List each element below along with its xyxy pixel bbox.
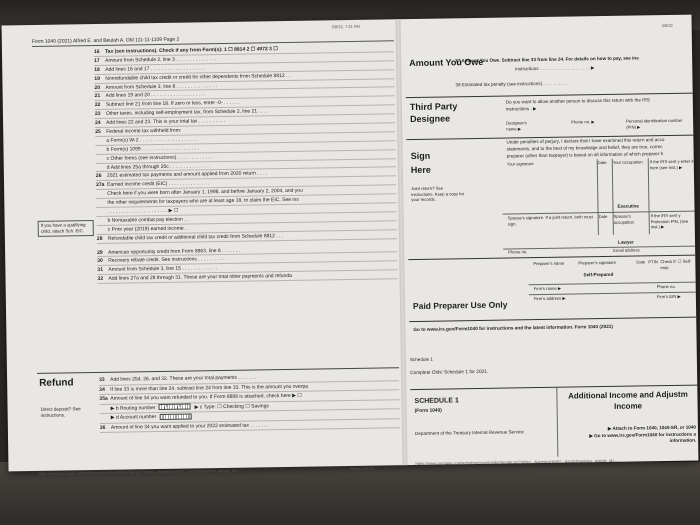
- line-number: 31: [97, 267, 104, 274]
- line-text: ▶ d Account number: [110, 414, 157, 421]
- print-timestamp: 3/8/22, 7:31 PM: [331, 23, 360, 30]
- line-number: 18: [94, 66, 100, 73]
- firm-address-label: Firm's address ▶: [533, 295, 566, 302]
- line-37: 37 Amount You Owe. Subtract line 33 from line 24. For details on how to pay, see ins: [455, 55, 639, 64]
- self-employed-check: Check if: ☐ Self-emp: [660, 258, 692, 270]
- schedule-heading: Schedule 1: [409, 356, 433, 363]
- tax-lines: [94, 43, 398, 284]
- line-text: Add lines 25d, 26, and 32. These are your total payments . . . . . . .: [110, 374, 257, 383]
- your-signature-label: Your signature: [506, 161, 534, 167]
- schedule-1-name: SCHEDULE 1: [414, 397, 459, 406]
- line-37-instructions: instructions . . . . . . . . . . . . . . . . . . . . ▶: [515, 65, 595, 72]
- amount-you-owe-label: Amount You Owe: [409, 56, 484, 69]
- spouse-occupation-value: Lawyer: [617, 239, 634, 245]
- designee-pin-label: Personal identification number (PIN) ▶: [626, 117, 683, 130]
- line-number: 20: [94, 84, 101, 91]
- line-number: 33: [99, 376, 105, 383]
- direct-deposit-note: Direct deposit? See instructions.: [40, 406, 81, 419]
- line-text: b Nontaxable combat pay election . .: [107, 216, 189, 224]
- line-number: 35a: [99, 395, 108, 402]
- line-38: 38 Estimated tax penalty (see instructions) . . . . . . . . . .: [455, 80, 568, 88]
- schedule-attach-instructions: [561, 425, 696, 447]
- schedule-1-form: (Form 1040): [414, 408, 442, 415]
- line-number: 34: [99, 386, 105, 393]
- email-label: Email address: [613, 247, 640, 253]
- footer-url-right: https://www.cengage.com/activityservice/render/render.jsp?slide=...&agencontent=...&activityservice_activity_id=...: [415, 457, 618, 466]
- firm-ein-label: Firm's EIN ▶: [656, 293, 681, 300]
- print-timestamp-right: 3/8/22: [661, 22, 673, 29]
- sign-here-label: Sign Here: [410, 150, 431, 176]
- line-number: 17: [94, 57, 100, 64]
- perjury-statement-1: Under penalties of perjury, I declare that I have examined this return and acco: [506, 137, 665, 145]
- refund-section-label: Refund: [39, 377, 74, 389]
- line-text: Amount from Schedule 3, line 15 . . . . . . . . . . . . .: [108, 265, 218, 274]
- perjury-statement-3: preparer (other than taxpayer) is based on all information of which preparer h: [506, 151, 664, 159]
- spouse-date-label: Date: [598, 213, 608, 220]
- paid-preparer-label: Paid Preparer Use Only: [412, 299, 508, 312]
- spouse-signature-label: Spouse's signature. If a joint return, both must sign.: [507, 214, 593, 227]
- line-text: Earned income credit (EIC) . . . . . . . . . . . . . . .: [107, 180, 210, 189]
- line-text: Tax (see instructions). Check if any from Form(s): 1 ☐ 8814 2 ☐ 4972 3 ☐: [104, 46, 278, 55]
- line-text: ▶ b Routing number: [110, 404, 156, 412]
- line-number: 29: [97, 249, 103, 256]
- phone-label: Phone no.: [508, 249, 528, 255]
- line-text: 2021 estimated tax payments and amount applied from 2020 return . . . .: [106, 170, 268, 180]
- number-entry-boxes[interactable]: [158, 404, 190, 411]
- line-number: 24: [95, 120, 101, 127]
- line-number: 19: [94, 75, 100, 82]
- line-number: 36: [99, 424, 106, 431]
- line-text: d Add lines 25a through 25c . . . . . . . . . . . . . . .: [106, 162, 211, 171]
- line-number: 23: [94, 111, 101, 118]
- irs-instructions-link[interactable]: Go to www.irs.gov/Form1040 for instructions and the latest information. Form 1040 (2021): [413, 323, 613, 333]
- your-occupation-label: Your occupation: [612, 159, 643, 165]
- irs-pin-label: If the IRS sent y enter it here (see inst.) ▶: [649, 158, 694, 170]
- line-text: Amount of line 34 you want applied to your 2022 estimated tax . . . . . . .: [110, 421, 269, 431]
- firm-name-label: Firm's name ▶: [533, 285, 562, 292]
- line-text: Amount of line 34 you want refunded to you. If Form 8888 is attached, check here ▶ ☐: [110, 392, 302, 402]
- ptin-label: PTIN: [648, 259, 658, 265]
- line-text: Subtract line 21 from line 18. If zero or less, enter -0- . . . . . .: [105, 100, 240, 109]
- spouse-occupation-label: Spouse's occupation: [613, 213, 635, 225]
- line-text: Check here if you were born after January 1, 1998, and before January 2, 2004, and you: [107, 187, 303, 198]
- form-header: Form 1040 (2021) Alfred E. and Beulah A. Old 111-11-1109 Page 2: [32, 33, 394, 47]
- third-party-designee-label: Third Party Designee: [409, 101, 458, 125]
- line-number: 21: [94, 93, 101, 100]
- treasury-department: Department of the Treasury Internal Revenue Service: [414, 429, 524, 437]
- line-number: 27a: [96, 182, 105, 189]
- schedule-1-heading: Additional Income and Adjustm Income: [568, 389, 688, 411]
- line-number: 22: [94, 102, 101, 109]
- line-text: Amount from Schedule 3, line 8 . . . . . . . . . . . . . . .: [105, 82, 217, 91]
- perjury-statement-2: statements, and to the best of my knowledge and belief, they are true, correc: [506, 144, 663, 152]
- phone-no-label: Phone no.: [656, 283, 676, 290]
- line-text: c Other forms (see instructions) . . . . . . . . . . . . .: [106, 153, 213, 162]
- date-label: Date: [597, 159, 607, 166]
- line-text: Amount from Schedule 2, line 3 . . . . . . . . . . . . . . .: [105, 55, 217, 64]
- refund-lines: [99, 371, 400, 433]
- spouse-pin-label: If the IRS sent y Protection PIN, (see inst.) ▶: [650, 212, 689, 230]
- form-1040-signature-page: [405, 27, 699, 466]
- line-text: If line 33 is more than line 24, subtract line 24 from line 33. This is the amount you overpa: [110, 383, 309, 393]
- goto-note[interactable]: ▶ Go to www.irs.gov/Form1040 for instructions a: [589, 431, 697, 438]
- designee-phone-label: Phone no. ▶: [571, 119, 595, 125]
- schedule-instruction: Complete Olds' Schedule 1 for 2021.: [410, 369, 489, 377]
- line-text: . . . . . . . . . . . . . . . . . . . . . . ▶ ☐: [107, 207, 179, 215]
- designee-name-label: Designee's name ▶: [506, 120, 527, 132]
- designee-question: Do you want to allow another person to discuss this return with the IRS: [505, 97, 650, 105]
- line-number: 16: [93, 48, 100, 55]
- line-text: Refundable child tax credit or additional child tax credit from Schedule 8812 . . .: [107, 232, 284, 242]
- line-text: Nonrefundable child tax credit or credit for other dependents from Schedule 8812 . .: [105, 72, 291, 82]
- occupation-value: Executive: [617, 203, 639, 209]
- account-type-options[interactable]: ▶ c Type: ☐ Checking ☐ Savings: [194, 402, 270, 410]
- line-text: Add lines 16 and 17 . . . . . . . . . . . . . . . . . . . .: [105, 65, 206, 73]
- line-text: Add lines 22 and 23. This is your total tax . . . . . . . . . .: [106, 118, 226, 126]
- line-number: 25: [95, 128, 101, 136]
- divider: [409, 317, 696, 322]
- line-number: 28: [96, 235, 103, 242]
- schedule-1-title: [414, 396, 459, 416]
- line-number: 30: [97, 258, 103, 265]
- line-text: the other requirements for taxpayers who are at least age 18, to claim the EIC. See ins: [107, 196, 299, 206]
- line-text: Federal income tax withheld from:: [106, 127, 182, 135]
- joint-return-note: Joint return? See instructions. Keep a copy for your records.: [411, 185, 465, 203]
- line-text: c Prior year (2019) earned income . .: [107, 225, 190, 233]
- line-text: a Form(s) W-2 . . . . . . . . . . . . . . . . . . . . .: [106, 136, 197, 144]
- line-text: Recovery rebate credit. See instructions . . . . . . . . . .: [108, 256, 225, 265]
- preparer-date-label: Date: [636, 259, 646, 265]
- self-prepared-value: Self-Prepared: [583, 271, 614, 278]
- preparer-signature-label: Preparer's signature: [578, 259, 616, 266]
- eic-side-note: If you have a qualifying child, attach Sch. EIC.: [38, 220, 94, 237]
- attach-note: ▶ Attach to Form 1040, 1040-SR, or 1040: [607, 424, 696, 431]
- line-number: 26: [95, 173, 102, 180]
- preparer-name-label: Preparer's name: [533, 260, 565, 267]
- number-entry-boxes[interactable]: [159, 413, 191, 420]
- footer-page-number: Page 4 of 10: [350, 465, 374, 472]
- line-number: 32: [97, 276, 104, 283]
- tax-form-printout: [2, 15, 699, 476]
- line-text: Other taxes, including self-employment tax, from Schedule 2, line 21 . . . .: [105, 108, 269, 118]
- line-text: Add lines 27a and 28 through 31. These are your total other payments and refunda: [108, 273, 292, 283]
- form-1040-page-2: [31, 33, 401, 476]
- designee-question-instructions: instructions . ▶: [505, 106, 537, 112]
- information-note: information.: [669, 437, 697, 444]
- line-text: b Form(s) 1099 . . . . . . . . . . . . . . . . . . . . .: [106, 145, 200, 153]
- footer-url: https://www.cengage.com/activityservice/render/render.jsp?slide=...&agencontent=...&activityservice_activity_id=...: [38, 467, 242, 476]
- line-text: American opportunity credit from Form 8863, line 8 . . . . . . .: [108, 247, 241, 256]
- line-text: Add lines 19 and 20 . . . . . . . . . . . . . . . . . . . .: [105, 91, 206, 100]
